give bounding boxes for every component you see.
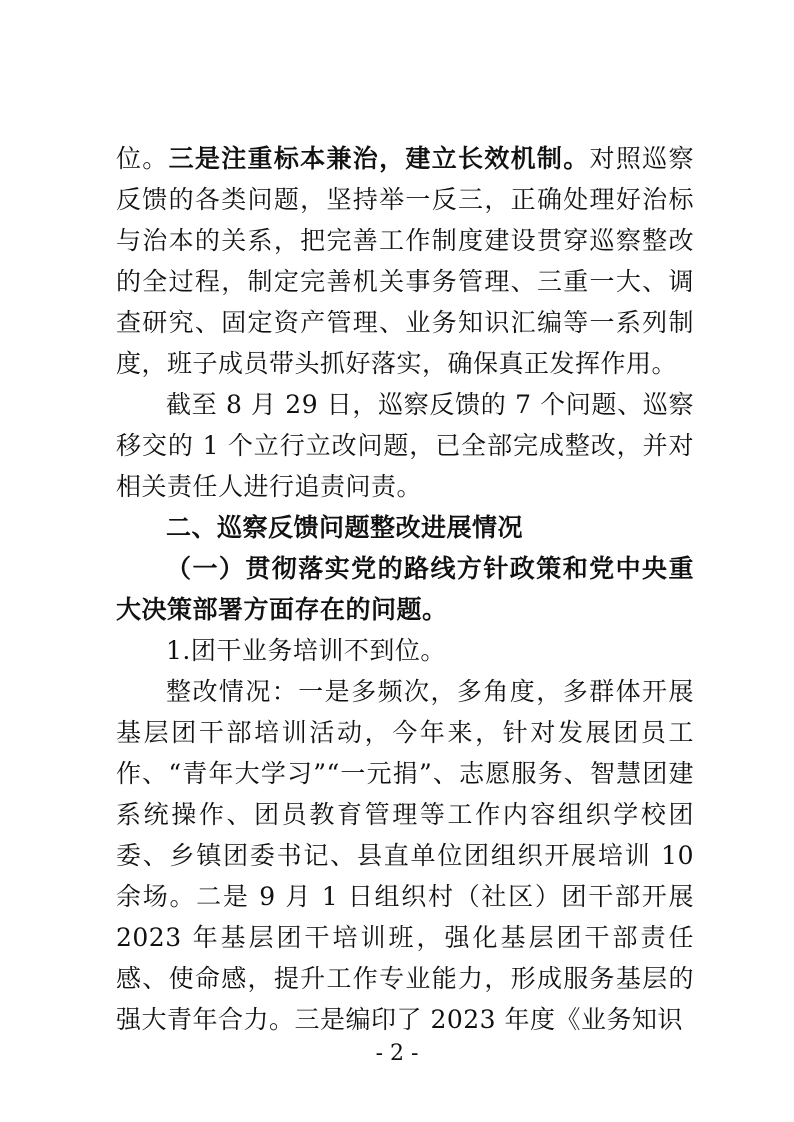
subsection-heading: （一）贯彻落实党的路线方针政策和党中央重大决策部署方面存在的问题。 [116, 554, 694, 624]
list-item-issue-1: 1.团干业务培训不到位。 [166, 636, 446, 665]
section-heading: 二、巡察反馈问题整改进展情况 [166, 513, 524, 542]
page-number: - 2 - [375, 1041, 419, 1066]
bold-phrase-third-point: 三是注重标本兼治，建立长效机制。 [168, 144, 590, 173]
paragraph-mechanism [116, 138, 694, 384]
paragraph-rectification-status: 整改情况：一是多频次，多角度，多群体开展基层团干部培训活动，今年来，针对发展团员工作、“青年大学习”“一元捐”、志愿服务、智慧团建系统操作、团员教育管理等工作内容组织学校团委、乡镇团委书记、县直单位团组织开展培训 10 余场。二是 9 月 1 日组织村（社区）团干部开展 2023 年基层团干培训班，强化基层团干部责任感、使命感，提升工作专业能力，形成服务基层的强大青年合力。三是编印了 2023 年度《业务知识 [116, 677, 694, 1034]
paragraph-lead-text: 位。 [116, 144, 169, 173]
paragraph-progress-summary: 截至 8 月 29 日，巡察反馈的 7 个问题、巡察移交的 1 个立行立改问题，已全部完成整改，并对相关责任人进行追责问责。 [116, 390, 694, 501]
document-body [116, 138, 694, 1040]
paragraph-text: 对照巡察反馈的各类问题，坚持举一反三，正确处理好治标与治本的关系，把完善工作制度建设贯穿巡察整改的全过程，制定完善机关事务管理、三重一大、调查研究、固定资产管理、业务知识汇编等一系列制度，班子成员带头抓好落实，确保真正发挥作用。 [116, 144, 694, 378]
